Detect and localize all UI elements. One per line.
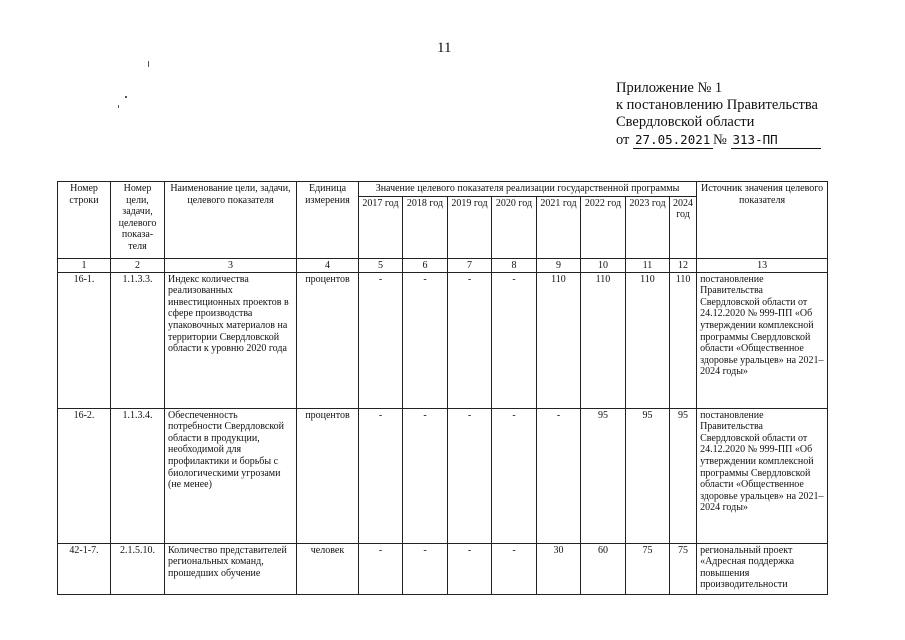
column-number: 1	[58, 258, 111, 272]
row-number: 16-1.	[58, 272, 111, 408]
header-name: Наименование цели, задачи, целевого показателя	[165, 182, 297, 259]
value-text: 75	[678, 544, 689, 556]
column-number: 6	[403, 258, 448, 272]
unit-text: человек	[310, 544, 345, 556]
indicator-name-text: Количество представителей региональных команд, прошедших обучение	[168, 544, 287, 579]
appendix-title: Приложение № 1	[616, 80, 723, 96]
header-row	[58, 182, 828, 197]
indicators-table	[57, 181, 828, 595]
value-2021	[537, 543, 581, 594]
column-number-row	[58, 258, 828, 272]
column-number: 7	[448, 258, 492, 272]
unit	[297, 543, 359, 594]
indicator-name	[165, 543, 297, 594]
value-2024: 95	[670, 408, 697, 543]
row-number	[58, 543, 111, 594]
table-row	[58, 408, 828, 543]
from-label: от	[616, 132, 630, 148]
header-year: 2023 год	[626, 196, 670, 258]
value-text: -	[512, 544, 516, 556]
number-label: №	[713, 132, 727, 148]
value-2017	[359, 543, 403, 594]
value-text: 60	[598, 544, 608, 556]
indicator-source-text: региональный проект «Адресная поддержка повышения производительности	[700, 544, 795, 591]
header-year: 2024 год	[670, 196, 697, 258]
indicator-name: Индекс количества реализованных инвестиционных проектов в сфере производства упаковочных материалов на территории Свердловской области к уровню 2020 года	[165, 272, 297, 408]
unit: процентов	[297, 408, 359, 543]
header-year: 2018 год	[403, 196, 448, 258]
value-text: -	[378, 544, 383, 556]
value-text: -	[467, 544, 472, 556]
indicator-source	[697, 543, 828, 594]
row-number-text: 42-1-7.	[69, 544, 99, 556]
value-2019	[448, 543, 492, 594]
value-text: 30	[553, 544, 564, 556]
header-unit: Единица измерения	[297, 182, 359, 259]
scan-speck	[125, 96, 127, 98]
scan-speck	[148, 61, 149, 67]
scan-speck	[118, 105, 119, 108]
column-number: 4	[297, 258, 359, 272]
appendix-block	[616, 80, 821, 149]
column-number: 12	[670, 258, 697, 272]
page-number: 11	[437, 40, 452, 56]
header-year: 2022 год	[581, 196, 626, 258]
column-number: 5	[359, 258, 403, 272]
header-year: 2019 год	[448, 196, 492, 258]
value-2020: -	[492, 272, 537, 408]
value-text: 75	[642, 544, 653, 556]
resolution-number: 313-ПП	[731, 131, 821, 149]
value-2018: -	[403, 272, 448, 408]
column-number: 11	[626, 258, 670, 272]
value-2023: 110	[626, 272, 670, 408]
value-2022	[581, 543, 626, 594]
value-2018: -	[403, 408, 448, 543]
column-number: 3	[165, 258, 297, 272]
resolution-date: 27.05.2021	[633, 131, 713, 149]
value-2024	[670, 543, 697, 594]
column-number: 9	[537, 258, 581, 272]
header-year: 2021 год	[537, 196, 581, 258]
value-text: -	[423, 544, 427, 556]
value-2023: 95	[626, 408, 670, 543]
appendix-region: Свердловской области	[616, 114, 755, 130]
goal-number	[111, 543, 165, 594]
value-2021: 110	[537, 272, 581, 408]
value-2017: -	[359, 272, 403, 408]
value-2017: -	[359, 408, 403, 543]
row-number: 16-2.	[58, 408, 111, 543]
header-year: 2020 год	[492, 196, 537, 258]
value-2022: 95	[581, 408, 626, 543]
indicator-source: постановление Правительства Свердловской области от 24.12.2020 № 999-ПП «Об утверждении комплексной программы Свердловской области «Общественное здоровье уральцев» на 2021–2024 годы»	[697, 272, 828, 408]
indicator-source: постановление Правительства Свердловской области от 24.12.2020 № 999-ПП «Об утверждении комплексной программы Свердловской области «Общественное здоровье уральцев» на 2021–2024 годы»	[697, 408, 828, 543]
header-values-group: Значение целевого показателя реализации государственной программы	[359, 182, 697, 197]
goal-number: 1.1.3.4.	[111, 408, 165, 543]
header-year: 2017 год	[359, 196, 403, 258]
table-row	[58, 272, 828, 408]
column-number: 13	[697, 258, 828, 272]
unit: процентов	[297, 272, 359, 408]
header-source: Источник значения целевого показателя	[697, 182, 828, 259]
appendix-date-line	[616, 131, 821, 149]
value-2022: 110	[581, 272, 626, 408]
value-2023	[626, 543, 670, 594]
goal-number: 1.1.3.3.	[111, 272, 165, 408]
value-2019: -	[448, 272, 492, 408]
table-row	[58, 543, 828, 594]
header-row-no: Номер строки	[58, 182, 111, 259]
indicator-name: Обеспеченность потребности Свердловской области в продукции, необходимой для профилактики и борьбы с биологическими угрозами (не менее)	[165, 408, 297, 543]
value-2020: -	[492, 408, 537, 543]
column-number: 10	[581, 258, 626, 272]
value-2024: 110	[670, 272, 697, 408]
header-goal-no: Номер цели, задачи, целевого показа-теля	[111, 182, 165, 259]
column-number: 2	[111, 258, 165, 272]
appendix-resolution: к постановлению Правительства	[616, 97, 818, 113]
value-2021: -	[537, 408, 581, 543]
column-number: 8	[492, 258, 537, 272]
value-2019: -	[448, 408, 492, 543]
value-2018	[403, 543, 448, 594]
goal-number-text: 2.1.5.10.	[120, 544, 155, 556]
value-2020	[492, 543, 537, 594]
